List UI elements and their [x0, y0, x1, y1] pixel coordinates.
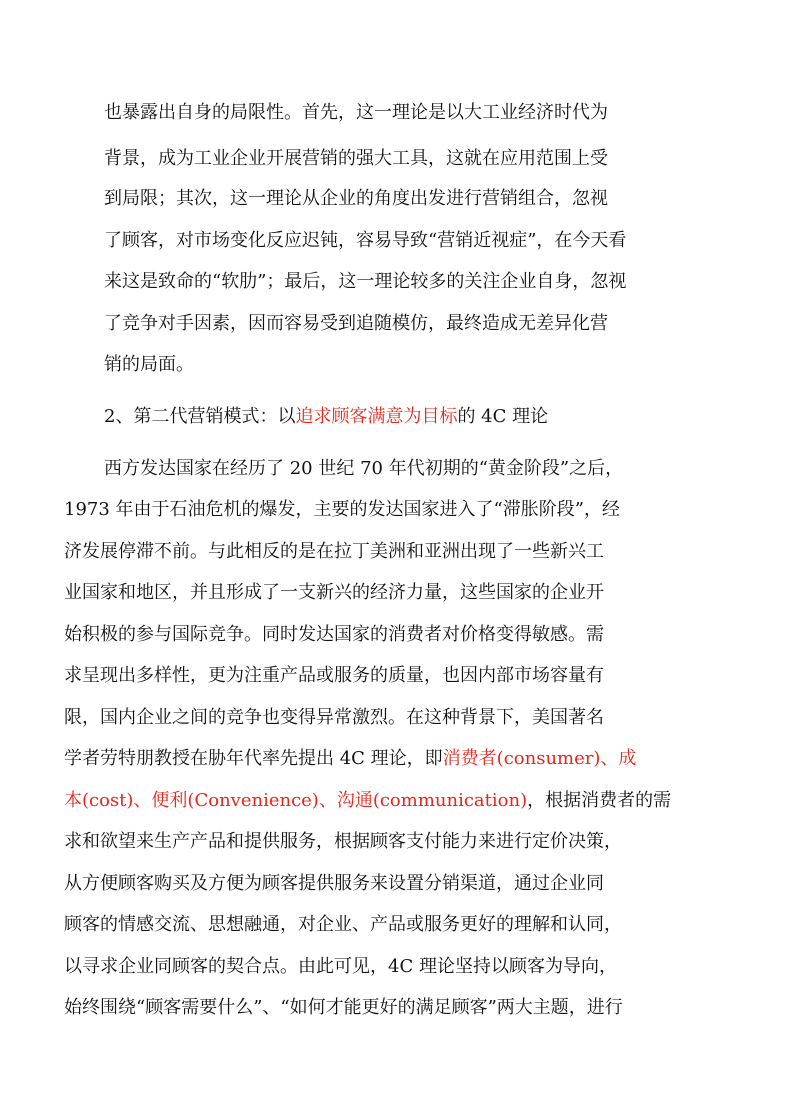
- paragraph2-line-8: [64, 747, 636, 771]
- paragraph2-line-12: 顾客的情感交流、思想融通，对企业、产品或服务更好的理解和认同，: [64, 914, 622, 935]
- heading-prefix: 2、第二代营销模式：以: [104, 406, 296, 427]
- paragraph2-line-11: 从方便顾客购买及方便为顾客提供服务来设置分销渠道，通过企业同: [64, 873, 604, 894]
- paragraph2-line-1: 西方发达国家在经历了 20 世纪 70 年代初期的“黄金阶段”之后，: [104, 458, 624, 479]
- heading-suffix: 的 4C 理论: [457, 406, 549, 427]
- paragraph2-line-9: [64, 789, 671, 813]
- paragraph2-line-13: 以寻求企业同顾客的契合点。由此可见，4C 理论坚持以顾客为导向，: [64, 956, 617, 977]
- paragraph2-line-6: 求呈现出多样性，更为注重产品或服务的质量，也因内部市场容量有: [64, 665, 604, 686]
- paragraph1-line-5: 来这是致命的“软肋”；最后，这一理论较多的关注企业自身，忽视: [104, 271, 627, 292]
- paragraph1-line-2: 背景，成为工业企业开展营销的强大工具，这就在应用范围上受: [104, 148, 608, 169]
- line9-text: ，根据消费者的需: [527, 790, 672, 811]
- paragraph2-line-10: 求和欲望来生产产品和提供服务，根据顾客支付能力来进行定价决策，: [64, 831, 622, 852]
- paragraph1-line-6: 了竞争对手因素，因而容易受到追随模仿，最终造成无差异化营: [104, 313, 608, 334]
- paragraph2-line-2: 1973 年由于石油危机的爆发，主要的发达国家进入了“滞胀阶段”，经: [64, 499, 620, 520]
- paragraph2-line-3: 济发展停滞不前。与此相反的是在拉丁美洲和亚洲出现了一些新兴工: [64, 541, 604, 562]
- paragraph1-line-7: 销的局面。: [104, 354, 194, 375]
- line9-highlight: 本(cost)、便利(Convenience)、沟通(communication): [64, 790, 528, 811]
- paragraph1-line-3: 到局限；其次，这一理论从企业的角度出发进行营销组合，忽视: [104, 188, 608, 209]
- line8-text: 学者劳特朋教授在胁年代率先提出 4C 理论，即: [64, 748, 443, 769]
- paragraph2-line-7: 限，国内企业之间的竞争也变得异常激烈。在这种背景下，美国著名: [64, 707, 604, 728]
- paragraph1-line-1: 也暴露出自身的局限性。首先，这一理论是以大工业经济时代为: [104, 102, 608, 123]
- heading-highlight: 追求顾客满意为目标: [295, 406, 458, 427]
- paragraph2-line-4: 业国家和地区，并且形成了一支新兴的经济力量，这些国家的企业开: [64, 582, 604, 603]
- line8-highlight: 消费者(consumer)、成: [442, 748, 637, 769]
- paragraph1-line-4: 了顾客，对市场变化反应迟钝，容易导致“营销近视症”，在今天看: [104, 230, 627, 251]
- section-heading: [104, 405, 548, 429]
- paragraph2-line-14: 始终围绕“顾客需要什么”、“如何才能更好的满足顾客”两大主题，进行: [64, 997, 623, 1018]
- paragraph2-line-5: 始积极的参与国际竞争。同时发达国家的消费者对价格变得敏感。需: [64, 624, 604, 645]
